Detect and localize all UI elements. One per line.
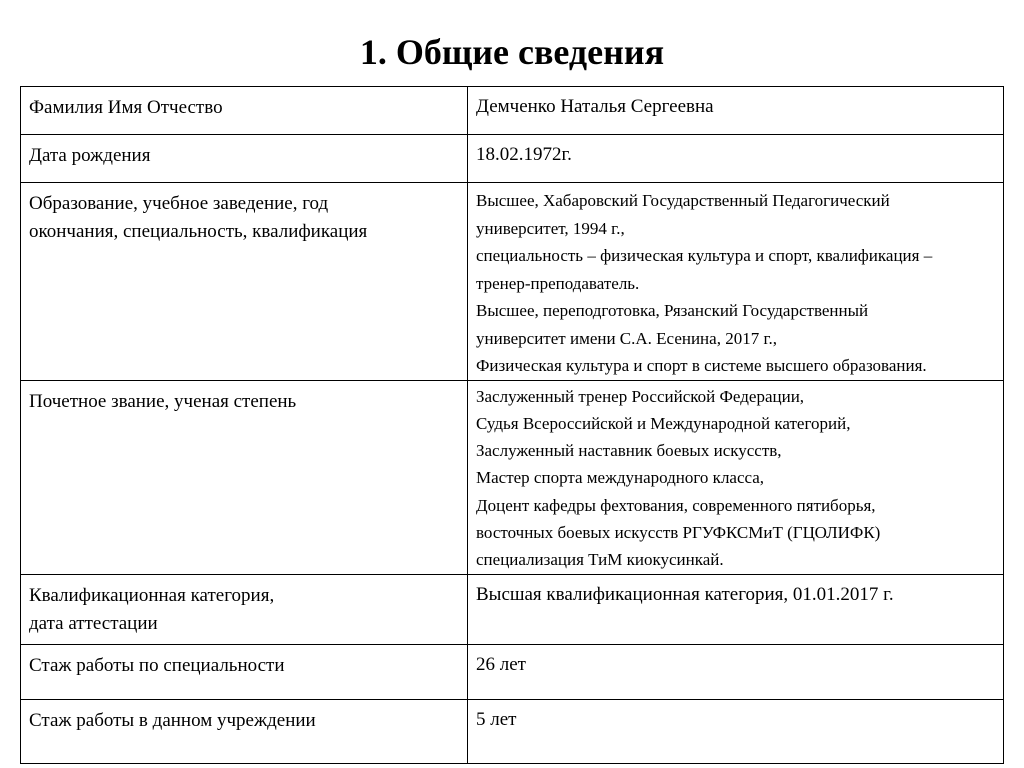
table-row-full-name bbox=[21, 87, 1004, 135]
table-row-honors bbox=[21, 380, 1004, 574]
value-line: Высшее, Хабаровский Государственный Педагогический bbox=[476, 191, 890, 210]
value-specialty-experience bbox=[468, 644, 1004, 699]
value-full-name bbox=[468, 87, 1004, 135]
info-table bbox=[20, 86, 1004, 764]
label-line: Стаж работы в данном учреждении bbox=[29, 709, 316, 731]
label-specialty-experience bbox=[21, 644, 468, 699]
label-birth-date bbox=[21, 135, 468, 183]
label-line: Стаж работы по специальности bbox=[29, 654, 285, 676]
value-line: университет, 1994 г., bbox=[476, 218, 625, 238]
value-education bbox=[468, 183, 1004, 381]
value-honors bbox=[468, 380, 1004, 574]
value-line: 5 лет bbox=[476, 708, 517, 730]
label-institution-experience bbox=[21, 699, 468, 763]
value-line: Демченко Наталья Сергеевна bbox=[476, 96, 714, 117]
value-line: Заслуженный наставник боевых искусств, bbox=[476, 441, 782, 461]
page-title: 1. Общие сведения bbox=[359, 32, 665, 72]
value-line: восточных боевых искусств РГУФКСМиТ (ГЦОЛИФК) bbox=[476, 522, 881, 542]
label-line: дата аттестации bbox=[29, 612, 158, 634]
value-line: Высшая квалификационная категория, 01.01.2017 г. bbox=[476, 583, 894, 605]
value-line: 18.02.1972г. bbox=[476, 144, 572, 165]
table-row-institution-experience bbox=[21, 699, 1004, 763]
table-row-qualification bbox=[21, 574, 1004, 644]
value-line: Заслуженный тренер Российской Федерации, bbox=[476, 386, 805, 406]
label-full-name bbox=[21, 87, 468, 135]
value-institution-experience bbox=[468, 699, 1004, 763]
value-line: университет имени С.А. Есенина, 2017 г., bbox=[476, 328, 778, 348]
label-line: окончания, специальность, квалификация bbox=[29, 221, 368, 242]
value-line: специальность – физическая культура и спорт, квалификация – bbox=[476, 246, 933, 265]
table-row-education bbox=[21, 183, 1004, 381]
label-line: Квалификационная категория, bbox=[29, 584, 275, 606]
value-line: Судья Всероссийской и Международной категорий, bbox=[476, 413, 851, 433]
value-line: Мастер спорта международного класса, bbox=[476, 468, 765, 488]
value-line: Высшее, переподготовка, Рязанский Государственный bbox=[476, 301, 869, 320]
value-line: 26 лет bbox=[476, 653, 526, 675]
value-line: тренер-преподаватель. bbox=[476, 273, 640, 293]
value-line: Физическая культура и спорт в системе высшего образования. bbox=[476, 356, 927, 375]
label-line: Образование, учебное заведение, год bbox=[29, 193, 329, 214]
value-line: специализация ТиМ киокусинкай. bbox=[476, 550, 724, 570]
value-qualification bbox=[468, 574, 1004, 644]
value-line: Доцент кафедры фехтования, современного пятиборья, bbox=[476, 495, 876, 515]
label-line: Фамилия Имя Отчество bbox=[29, 97, 223, 118]
label-education bbox=[21, 183, 468, 381]
table-row-birth-date bbox=[21, 135, 1004, 183]
label-line: Почетное звание, ученая степень bbox=[29, 390, 297, 412]
value-birth-date bbox=[468, 135, 1004, 183]
label-line: Дата рождения bbox=[29, 145, 151, 166]
label-qualification bbox=[21, 574, 468, 644]
label-honors bbox=[21, 380, 468, 574]
table-row-specialty-experience bbox=[21, 644, 1004, 699]
